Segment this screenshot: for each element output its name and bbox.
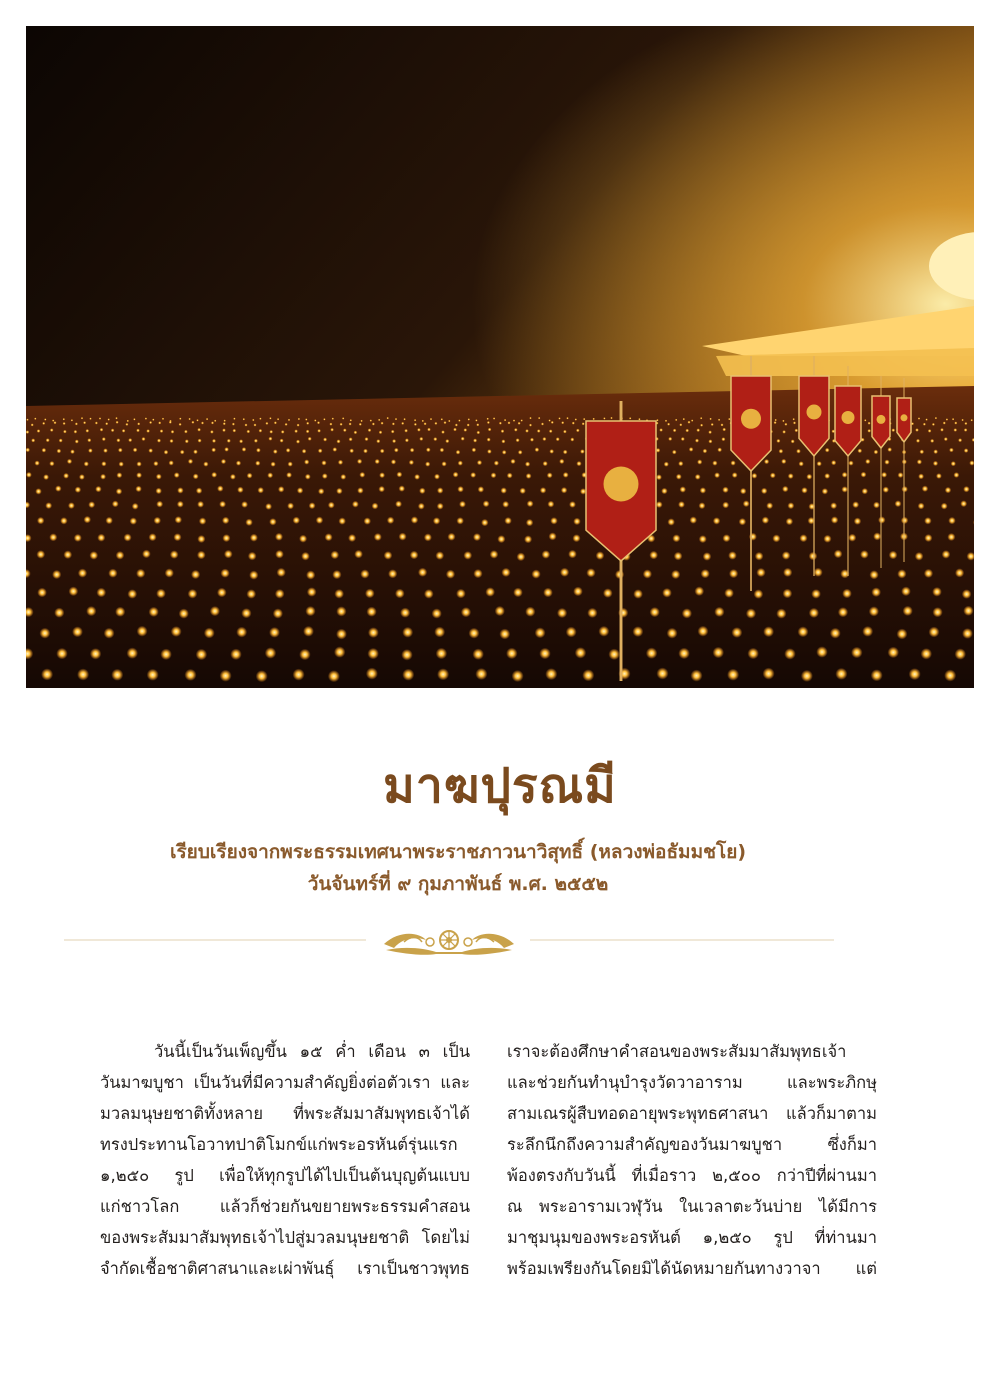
paragraph-line: ณ พระอารามเวฬุวัน ในเวลาตะวันบ่าย ได้มีการ bbox=[507, 1197, 877, 1216]
paragraph-line: เราจะต้องศึกษาคำสอนของพระสัมมาสัมพุทธเจ้า bbox=[507, 1042, 847, 1061]
subtitle-source: เรียบเรียงจากพระธรรมเทศนาพระราชภาวนาวิสุทธิ์ (หลวงพ่อธัมมชโย) bbox=[169, 841, 747, 863]
subtitle bbox=[0, 836, 916, 900]
paragraph-line: สามเณรผู้สืบทอดอายุพระพุทธศาสนา แล้วก็มาตาม bbox=[507, 1104, 877, 1123]
paragraph-line: และช่วยกันทำนุบำรุงวัดวาอาราม และพระภิกษุ bbox=[507, 1073, 877, 1092]
candle-ceremony-photo bbox=[26, 26, 974, 688]
paragraph-line: วันมาฆบูชา เป็นวันที่มีความสำคัญยิ่งต่อตัวเรา และ bbox=[100, 1073, 470, 1092]
page-title: มาฆปุรณมี bbox=[383, 758, 617, 814]
paragraph-line: ๑,๒๕๐ รูป เพื่อให้ทุกรูปได้ไปเป็นต้นบุญต้นแบบ bbox=[100, 1166, 470, 1185]
paragraph-line: ของพระสัมมาสัมพุทธเจ้าไปสู่มวลมนุษยชาติ โดยไม่ bbox=[100, 1228, 470, 1247]
paragraph-line: พ้องตรงกับวันนี้ ที่เมื่อราว ๒,๕๐๐ กว่าปีที่ผ่านมา bbox=[507, 1166, 877, 1185]
subtitle-date: วันจันทร์ที่ ๙ กุมภาพันธ์ พ.ศ. ๒๕๕๒ bbox=[307, 873, 609, 895]
dharma-wheel-icon bbox=[384, 931, 514, 955]
paragraph-line: วันนี้เป็นวันเพ็ญขึ้น ๑๕ ค่ำ เดือน ๓ เป็น bbox=[154, 1042, 470, 1061]
ornament-divider bbox=[64, 922, 834, 962]
paragraph-line: ทรงประทานโอวาทปาติโมกข์แก่พระอรหันต์รุ่นแรก bbox=[100, 1135, 458, 1154]
paragraph-line: พร้อมเพรียงกันโดยมิได้นัดหมายกันทางวาจา แต่ bbox=[507, 1259, 877, 1278]
paragraph-line: แก่ชาวโลก แล้วก็ช่วยกันขยายพระธรรมคำสอน bbox=[100, 1197, 470, 1216]
body-column-right bbox=[507, 1036, 877, 1284]
paragraph-line: มาชุมนุมของพระอรหันต์ ๑,๒๕๐ รูป ที่ท่านมา bbox=[507, 1228, 877, 1247]
body-column-left bbox=[100, 1036, 470, 1284]
paragraph-line: มวลมนุษยชาติทั้งหลาย ที่พระสัมมาสัมพุทธเจ้าได้ bbox=[100, 1104, 470, 1123]
paragraph-line: ระลึกนึกถึงความสำคัญของวันมาฆบูชา ซึ่งก็มา bbox=[507, 1135, 877, 1154]
paragraph-line: จำกัดเชื้อชาติศาสนาและเผ่าพันธุ์ เราเป็นชาวพุทธ bbox=[100, 1259, 470, 1278]
